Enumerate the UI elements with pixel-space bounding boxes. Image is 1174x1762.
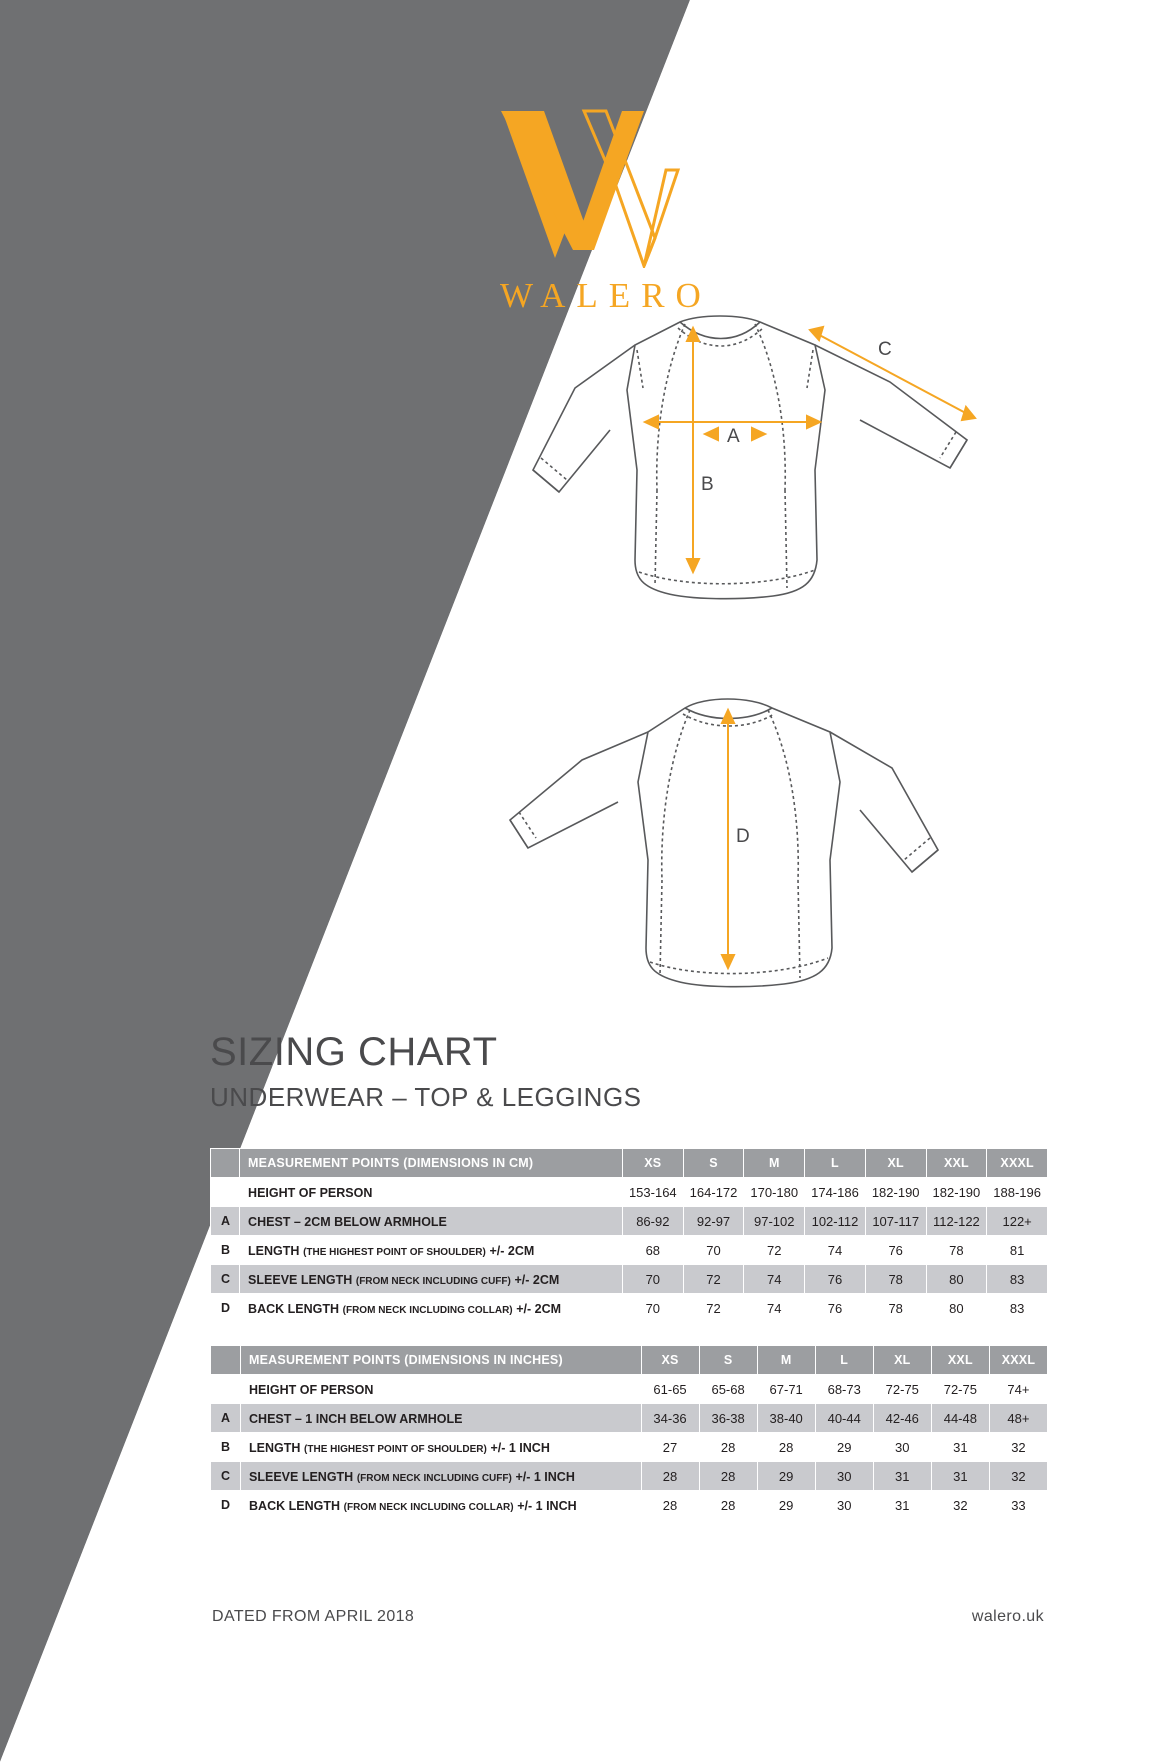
table-row xyxy=(211,1433,1048,1462)
row-value: 31 xyxy=(873,1462,931,1491)
footer-date: DATED FROM APRIL 2018 xyxy=(212,1608,415,1625)
row-value: 76 xyxy=(805,1294,866,1323)
row-label-tolerance: +/- 1 INCH xyxy=(515,1469,575,1484)
row-value: 81 xyxy=(987,1236,1048,1265)
row-label xyxy=(240,1265,623,1294)
header-title-cm: MEASUREMENT POINTS (DIMENSIONS IN CM) xyxy=(240,1149,623,1178)
row-value: 80 xyxy=(926,1294,987,1323)
dimension-label-b: B xyxy=(701,474,714,495)
table-row xyxy=(211,1207,1048,1236)
row-value: 70 xyxy=(622,1265,683,1294)
sizing-table-cm xyxy=(210,1148,1048,1323)
row-label-strong: HEIGHT OF PERSON xyxy=(249,1382,374,1397)
row-value: 164-172 xyxy=(683,1178,744,1207)
row-label-strong: CHEST – 2CM BELOW ARMHOLE xyxy=(248,1214,447,1229)
row-code: C xyxy=(211,1462,241,1491)
row-value: 83 xyxy=(987,1294,1048,1323)
row-value: 32 xyxy=(989,1462,1047,1491)
row-label xyxy=(241,1491,641,1520)
row-value: 31 xyxy=(931,1462,989,1491)
header-size-xs: XS xyxy=(641,1346,699,1375)
page-title-block xyxy=(210,1030,642,1113)
row-value: 78 xyxy=(926,1236,987,1265)
row-code xyxy=(211,1375,241,1404)
row-label xyxy=(240,1178,623,1207)
row-label-strong: CHEST – 1 INCH BELOW ARMHOLE xyxy=(249,1411,463,1426)
row-label-tolerance: +/- 2CM xyxy=(489,1243,535,1258)
row-label-detail: (FROM NECK INCLUDING COLLAR) xyxy=(342,1304,513,1316)
row-label-strong: BACK LENGTH xyxy=(249,1498,340,1513)
row-value: 28 xyxy=(699,1433,757,1462)
row-value: 78 xyxy=(865,1265,926,1294)
header-size-m: M xyxy=(757,1346,815,1375)
row-label-strong: BACK LENGTH xyxy=(248,1301,340,1316)
row-value: 30 xyxy=(815,1491,873,1520)
row-value: 153-164 xyxy=(622,1178,683,1207)
row-code: B xyxy=(211,1433,241,1462)
row-value: 72 xyxy=(683,1294,744,1323)
row-value: 112-122 xyxy=(926,1207,987,1236)
row-label xyxy=(241,1462,641,1491)
row-label xyxy=(240,1207,623,1236)
garment-front-illustration xyxy=(515,310,1095,670)
header-size-l: L xyxy=(815,1346,873,1375)
table-header-row xyxy=(211,1149,1048,1178)
row-value: 83 xyxy=(987,1265,1048,1294)
row-value: 182-190 xyxy=(926,1178,987,1207)
table-row xyxy=(211,1265,1048,1294)
row-label-tolerance: +/- 1 INCH xyxy=(490,1440,550,1455)
header-size-xs: XS xyxy=(622,1149,683,1178)
page-subtitle: UNDERWEAR – TOP & LEGGINGS xyxy=(210,1082,642,1112)
row-value: 76 xyxy=(805,1265,866,1294)
walero-w-mark-icon xyxy=(498,108,683,268)
table-row xyxy=(211,1491,1048,1520)
table-row xyxy=(211,1294,1048,1323)
row-value: 38-40 xyxy=(757,1404,815,1433)
header-size-xxl: XXL xyxy=(931,1346,989,1375)
row-value: 28 xyxy=(699,1462,757,1491)
row-value: 74+ xyxy=(989,1375,1047,1404)
header-size-l: L xyxy=(805,1149,866,1178)
header-title-inches: MEASUREMENT POINTS (DIMENSIONS IN INCHES) xyxy=(241,1346,641,1375)
header-size-xxxl: XXXL xyxy=(987,1149,1048,1178)
row-value: 67-71 xyxy=(757,1375,815,1404)
row-value: 27 xyxy=(641,1433,699,1462)
row-value: 78 xyxy=(865,1294,926,1323)
table-row xyxy=(211,1404,1048,1433)
header-size-xxl: XXL xyxy=(926,1149,987,1178)
row-value: 74 xyxy=(744,1294,805,1323)
row-label-tolerance: +/- 2CM xyxy=(516,1301,562,1316)
brand-name: WALERO xyxy=(500,276,712,315)
row-value: 33 xyxy=(989,1491,1047,1520)
row-label-strong: SLEEVE LENGTH xyxy=(249,1469,354,1484)
row-value: 34-36 xyxy=(641,1404,699,1433)
row-value: 36-38 xyxy=(699,1404,757,1433)
row-code: D xyxy=(211,1294,240,1323)
row-label-strong: LENGTH xyxy=(248,1243,300,1258)
row-label xyxy=(240,1236,623,1265)
header-size-m: M xyxy=(744,1149,805,1178)
row-value: 182-190 xyxy=(865,1178,926,1207)
row-value: 80 xyxy=(926,1265,987,1294)
row-value: 32 xyxy=(989,1433,1047,1462)
row-value: 68 xyxy=(622,1236,683,1265)
row-value: 174-186 xyxy=(805,1178,866,1207)
row-label xyxy=(240,1294,623,1323)
row-label xyxy=(241,1375,641,1404)
row-value: 107-117 xyxy=(865,1207,926,1236)
table-row xyxy=(211,1375,1048,1404)
row-value: 30 xyxy=(873,1433,931,1462)
row-value: 40-44 xyxy=(815,1404,873,1433)
row-value: 72 xyxy=(683,1265,744,1294)
header-size-s: S xyxy=(683,1149,744,1178)
header-size-xxxl: XXXL xyxy=(989,1346,1047,1375)
page-title: SIZING CHART xyxy=(210,1030,498,1074)
row-value: 44-48 xyxy=(931,1404,989,1433)
row-value: 42-46 xyxy=(873,1404,931,1433)
row-value: 102-112 xyxy=(805,1207,866,1236)
row-value: 31 xyxy=(873,1491,931,1520)
brand-logo xyxy=(490,108,712,316)
row-label xyxy=(241,1404,641,1433)
row-label-detail: (FROM NECK INCLUDING CUFF) xyxy=(355,1275,511,1287)
row-code: A xyxy=(211,1207,240,1236)
row-value: 29 xyxy=(815,1433,873,1462)
dimension-label-c: C xyxy=(878,339,892,360)
dimension-label-d: D xyxy=(736,826,750,847)
header-size-s: S xyxy=(699,1346,757,1375)
row-value: 70 xyxy=(622,1294,683,1323)
dimension-label-a: A xyxy=(727,426,740,447)
row-value: 170-180 xyxy=(744,1178,805,1207)
header-code-spacer xyxy=(211,1346,241,1375)
row-label-detail: (THE HIGHEST POINT OF SHOULDER) xyxy=(304,1443,487,1455)
row-value: 28 xyxy=(641,1491,699,1520)
table-header-row xyxy=(211,1346,1048,1375)
row-label-tolerance: +/- 1 INCH xyxy=(517,1498,577,1513)
row-label-detail: (FROM NECK INCLUDING CUFF) xyxy=(356,1472,512,1484)
row-code: B xyxy=(211,1236,240,1265)
row-code: C xyxy=(211,1265,240,1294)
row-value: 72 xyxy=(744,1236,805,1265)
row-value: 68-73 xyxy=(815,1375,873,1404)
row-value: 28 xyxy=(641,1462,699,1491)
row-value: 86-92 xyxy=(622,1207,683,1236)
row-label-detail: (FROM NECK INCLUDING COLLAR) xyxy=(343,1501,514,1513)
row-label-strong: LENGTH xyxy=(249,1440,301,1455)
row-value: 122+ xyxy=(987,1207,1048,1236)
row-value: 28 xyxy=(757,1433,815,1462)
row-value: 65-68 xyxy=(699,1375,757,1404)
table-row xyxy=(211,1178,1048,1207)
row-value: 74 xyxy=(744,1265,805,1294)
row-code: A xyxy=(211,1404,241,1433)
row-value: 29 xyxy=(757,1462,815,1491)
header-size-xl: XL xyxy=(865,1149,926,1178)
row-value: 72-75 xyxy=(931,1375,989,1404)
row-label-strong: SLEEVE LENGTH xyxy=(248,1272,353,1287)
row-label-tolerance: +/- 2CM xyxy=(514,1272,560,1287)
header-code-spacer xyxy=(211,1149,240,1178)
row-value: 29 xyxy=(757,1491,815,1520)
footer-website[interactable]: walero.uk xyxy=(971,1608,1044,1625)
sizing-table-inches xyxy=(210,1345,1048,1520)
row-value: 70 xyxy=(683,1236,744,1265)
row-value: 92-97 xyxy=(683,1207,744,1236)
row-value: 74 xyxy=(805,1236,866,1265)
row-label-detail: (THE HIGHEST POINT OF SHOULDER) xyxy=(303,1246,486,1258)
row-value: 32 xyxy=(931,1491,989,1520)
garment-back-illustration xyxy=(500,690,1020,1050)
row-value: 76 xyxy=(865,1236,926,1265)
row-value: 97-102 xyxy=(744,1207,805,1236)
row-label-strong: HEIGHT OF PERSON xyxy=(248,1185,373,1200)
header-size-xl: XL xyxy=(873,1346,931,1375)
row-value: 48+ xyxy=(989,1404,1047,1433)
row-value: 72-75 xyxy=(873,1375,931,1404)
row-code: D xyxy=(211,1491,241,1520)
row-code xyxy=(211,1178,240,1207)
row-label xyxy=(241,1433,641,1462)
row-value: 28 xyxy=(699,1491,757,1520)
table-row xyxy=(211,1462,1048,1491)
table-row xyxy=(211,1236,1048,1265)
row-value: 31 xyxy=(931,1433,989,1462)
row-value: 188-196 xyxy=(987,1178,1048,1207)
row-value: 61-65 xyxy=(641,1375,699,1404)
row-value: 30 xyxy=(815,1462,873,1491)
